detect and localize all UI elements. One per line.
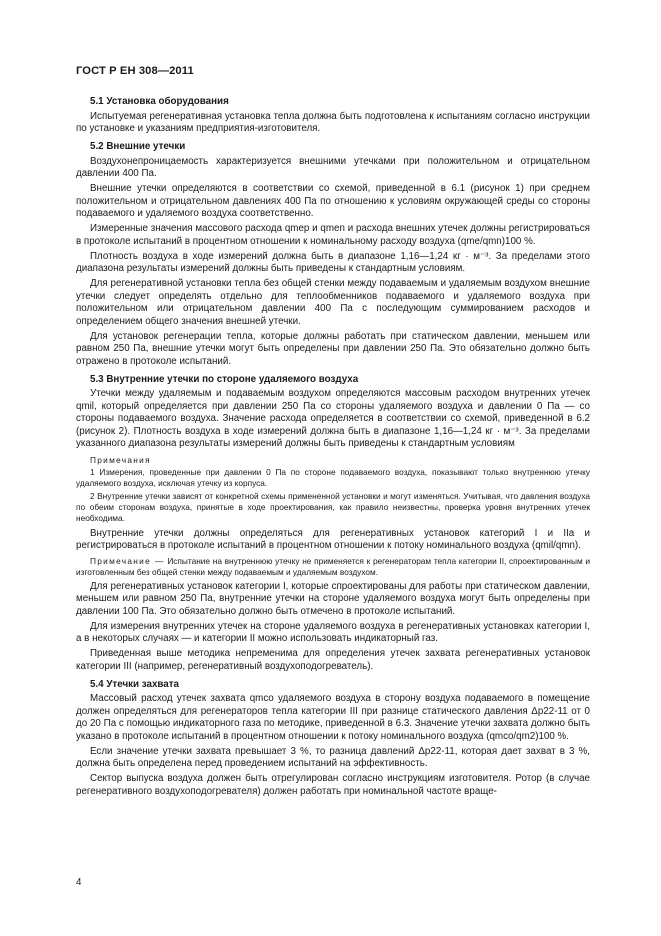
paragraph: Для установок регенерации тепла, которые должны работать при статическом давлении, меньшем или равном 250 Па, внешние утечки могут быть определены при давлении 250 Па. Это обязательно должно быть отражено в протоколе испытаний. (76, 330, 590, 367)
notes-title: Примечания (90, 454, 151, 465)
paragraph: Утечки между удаляемым и подаваемым воздухом определяются массовым расходом внутренних утечек qmil, который определяется при давлении 250 Па со стороны удаляемого воздуха и давлении 0 Па — со стороны подаваемого воздуха. Значение расхода определяется в соответствии со схемой, приведенной в 6.2 (рисунок 2). Плотность воздуха в ходе измерений должна быть в диапазоне 1,16—1,24 кг · м⁻³. За пределами указанного диапазона результаты измерений должны быть приведены к стандартным условиям (76, 388, 590, 449)
paragraph: Для регенеративной установки тепла без общей стенки между подаваемым и удаляемым воздухом внешние утечки следует определять отдельно для теплообменников подаваемого и удаляемого воздуха при положительном или отрицательном давлении 400 Па с последующим суммированием расходов и определением общего значения внешней утечки. (76, 278, 590, 327)
note-text: Испытание на внутреннюю утечку не применяется к регенераторам тепла категории II, спроектированным и изготовленным без общей стенки между подаваемым и удаляемым воздухом. (76, 555, 590, 577)
paragraph: Испытуемая регенеративная установка тепла должна быть подготовлена к испытаниям согласно инструкции по установке и указаниям предприятия-изготовителя. (76, 110, 590, 134)
section-heading-5-3: 5.3 Внутренние утечки по стороне удаляемого воздуха (90, 373, 359, 385)
paragraph: Массовый расход утечек захвата qmco удаляемого воздуха в сторону воздуха подаваемого в помещение должен определяться для регенераторов тепла категории III при разнице статического давления Δp22-11 от 0 до 20 Па с помощью индикаторного газа по методике, приведенной в 6.3. Значение утечки захвата должно быть указано в протоколе испытаний в процентном отношении к потоку номинального воздуха (qmco/qm2)100 %. (76, 693, 590, 742)
section-heading-5-4: 5.4 Утечки захвата (90, 678, 179, 690)
document-header: ГОСТ Р ЕН 308—2011 (76, 65, 194, 77)
note-item: 1 Измерения, проведенные при давлении 0 Па по стороне подаваемого воздуха, показывают только внутреннюю утечку удаляемого воздуха, исключая утечку из корпуса. (76, 466, 590, 488)
paragraph: Плотность воздуха в ходе измерений должна быть в диапазоне 1,16—1,24 кг · м⁻³. За пределами этого диапазона результаты измерений должны быть приведены к стандартным условиям. (76, 250, 590, 274)
paragraph: Для регенеративных установок категории I, которые спроектированы для работы при статическом давлении, меньшем или равном 250 Па, внутренние утечки на стороне удаляемого воздуха могут быть определены при давлении 100 Па. Это обязательно должно быть отмечено в протоколе испытаний. (76, 580, 590, 617)
paragraph: Если значение утечки захвата превышает 3 %, то разница давлений Δp22-11, которая дает захват в 3 %, должна быть определена перед проведением испытаний на эффективность. (76, 745, 590, 769)
paragraph: Измеренные значения массового расхода qmep и qmen и расхода внешних утечек должны регистрироваться в протоколе испытаний в процентном отношении к номинальному расходу воздуха (qme/qmn)100 %. (76, 223, 590, 247)
paragraph: Воздухонепроницаемость характеризуется внешними утечками при положительном и отрицательном давлении 400 Па. (76, 155, 590, 179)
section-heading-5-1: 5.1 Установка оборудования (90, 96, 229, 107)
paragraph: Сектор выпуска воздуха должен быть отрегулирован согласно инструкциям изготовителя. Ротор (в случае регенеративного воздухоподогревателя) должен работать при номинальной частоте враще- (76, 773, 590, 797)
note-label: Примечание — (90, 555, 165, 566)
section-heading-5-2: 5.2 Внешние утечки (90, 141, 186, 152)
paragraph: Внешние утечки определяются в соответствии со схемой, приведенной в 6.1 (рисунок 1) при среднем положительном и отрицательном давлениях 400 Па по отношению к условиям окружающей среды со стороны подаваемого и удаляемого воздуха соответственно. (76, 183, 590, 219)
page-number: 4 (76, 877, 82, 888)
page-content (76, 96, 590, 801)
paragraph: Для измерения внутренних утечек на стороне удаляемого воздуха в регенеративных установках категории I, а в некоторых случаях — и категории II можно использовать индикаторный газ. (76, 620, 590, 644)
paragraph: Приведенная выше методика непременима для определения утечек захвата регенеративных установок категории III (например, регенеративный воздухоподогреватель). (76, 648, 590, 672)
inline-note (76, 556, 590, 578)
note-item: 2 Внутренние утечки зависят от конкретной схемы примененной установки и могут изменяться. Учитывая, что давления воздуха по обеим сторонам воздуха, принятые в ходе проектирования, как правило неизвестны, проверка уровня внутренних утечек необходима. (76, 490, 590, 523)
paragraph: Внутренние утечки должны определяться для регенеративных установок категорий I и IIа и регистрироваться в протоколе испытаний в процентном отношении к потоку номинального воздуха (qmil/qmn). (76, 527, 590, 551)
